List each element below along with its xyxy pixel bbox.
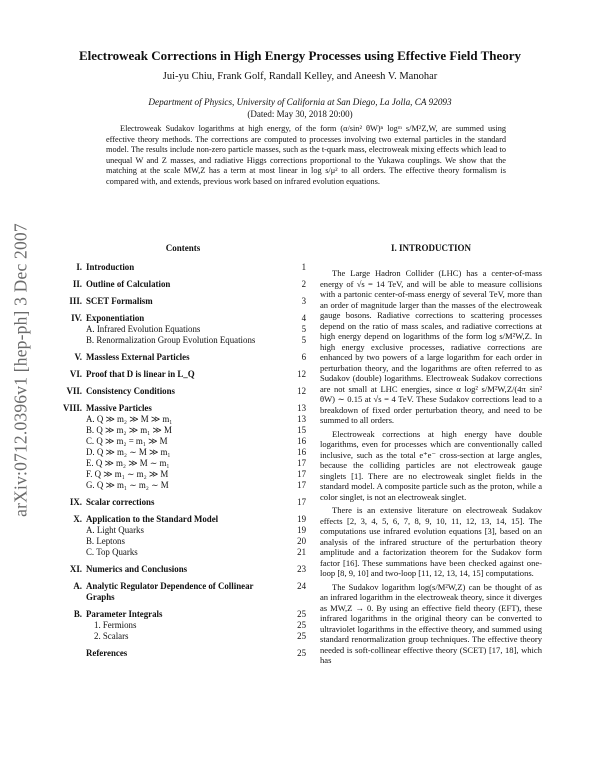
toc-subsection-title: C. Top Quarks <box>86 547 138 557</box>
toc-subsection[interactable] <box>60 425 306 436</box>
toc-section-number: III. <box>69 296 82 306</box>
toc-section[interactable] <box>60 296 306 307</box>
toc-page-number: 2 <box>301 279 306 289</box>
toc-subsection-title: A. Infrared Evolution Equations <box>86 324 201 334</box>
toc-section[interactable] <box>60 403 306 414</box>
toc-section-number: V. <box>74 352 82 362</box>
toc-page-number: 4 <box>301 313 306 323</box>
toc-page-number: 15 <box>297 425 306 435</box>
toc-section[interactable] <box>60 497 306 508</box>
toc-section[interactable] <box>60 352 306 363</box>
introduction-body <box>320 268 542 669</box>
toc-section-title: Exponentiation <box>86 313 145 323</box>
toc-subsection[interactable] <box>60 620 306 631</box>
toc-subsection-title: E. Q ≫ m₂ ≫ M ∼ m₁ <box>86 458 170 468</box>
toc-page-number: 17 <box>297 469 306 479</box>
toc-subsection[interactable] <box>60 547 306 558</box>
toc-subsection-title: B. Renormalization Group Evolution Equations <box>86 335 256 345</box>
toc-section[interactable] <box>60 386 306 397</box>
toc-page-number: 21 <box>297 547 306 557</box>
toc-page-number: 20 <box>297 536 306 546</box>
toc-section-title: Analytic Regulator Dependence of Collinear Graphs <box>86 581 254 602</box>
contents-heading: Contents <box>165 243 201 253</box>
toc-section-number: IV. <box>71 313 82 323</box>
toc-subsection[interactable] <box>60 480 306 491</box>
toc-subsection-title: B. Leptons <box>86 536 125 546</box>
toc-page-number: 16 <box>297 447 306 457</box>
toc-subsection-title: G. Q ≫ m₁ ∼ m₂ ∼ M <box>86 480 169 490</box>
toc-section[interactable] <box>60 514 306 525</box>
toc-page-number: 25 <box>297 609 306 619</box>
introduction-paragraph: There is an extensive literature on electroweak Sudakov effects [2, 3, 4, 5, 6, 7, 8, 9, 10, 11, 12, 13, 14, 15]. The computations use infrared evolution equations [3], based on an analysis of the infrared structure of the perturbation theory amplitude and a factorization theorem for the Sudakov form factor [16]. These summations have been checked against one-loop [8, 9, 10] and two-loop [11, 12, 13, 14, 15] computations. <box>320 505 542 578</box>
introduction-paragraph: The Sudakov logarithm log(s/M²W,Z) can be thought of as an infrared logarithm in the electroweak theory, since it diverges as MW,Z → 0. By using an effective field theory (EFT), these infrared logarithms in the original theory can be converted to ultraviolet logarithms in the effective theory, and summed using standard renormalization group techniques. The effective theory needed is soft-collinear effective theory (SCET) [17, 18], which has <box>320 581 542 665</box>
toc-page-number: 1 <box>301 262 306 272</box>
toc-section[interactable] <box>60 564 306 575</box>
toc-section[interactable] <box>60 313 306 324</box>
toc-section-title: Scalar corrections <box>86 497 155 507</box>
toc-section-title: SCET Formalism <box>86 296 153 306</box>
toc-section-title: Massless External Particles <box>86 352 190 362</box>
introduction-heading: I. INTRODUCTION <box>390 243 471 253</box>
toc-subsection-title: 2. Scalars <box>94 631 129 641</box>
toc-subsection[interactable] <box>60 469 306 480</box>
toc-subsection-title: C. Q ≫ m₂ = m₁ ≫ M <box>86 436 168 446</box>
toc-subsection-title: F. Q ≫ m₁ ∼ m₂ ≫ M <box>86 469 169 479</box>
toc-section-number: B. <box>73 609 82 619</box>
arxiv-stamp <box>8 150 34 590</box>
toc-page-number: 12 <box>297 386 306 396</box>
toc-page-number: 5 <box>301 335 306 345</box>
toc-page-number: 19 <box>297 525 306 535</box>
toc-section[interactable] <box>60 369 306 380</box>
toc-section-title: Parameter Integrals <box>86 609 163 619</box>
toc-subsection[interactable] <box>60 324 306 335</box>
toc-section-number: VI. <box>69 369 82 379</box>
toc-section-number: I. <box>76 262 82 272</box>
toc-section[interactable] <box>60 581 306 603</box>
toc-page-number: 25 <box>297 620 306 630</box>
toc-subsection[interactable] <box>60 447 306 458</box>
toc-section[interactable] <box>60 279 306 290</box>
introduction-paragraph: The Large Hadron Collider (LHC) has a center-of-mass energy of √s = 14 TeV, and will be able to measure collisions with a partonic center-of-mass energy of several TeV, more than an order of magnitude larger than the masses of the electroweak gauge bosons. Radiative corrections to scattering processes depend on the ratio of mass scales, and radiative corrections at high energy depend on logarithms of the form log s/M²W,Z. In high energy exclusive processes, radiative corrections are enhanced by two powers of a large logarithm for each order in perturbation theory, and the logarithms are often referred to as Sudakov (double) logarithms. Electroweak Sudakov corrections are not small at LHC energies, since α log² s/M²W,Z/(4π sin² θW) ∼ 0.15 at √s = 4 TeV. These Sudakov corrections lead to a breakdown of fixed order perturbation theory, and need to be summed to all orders. <box>320 268 542 425</box>
toc-subsection-title: D. Q ≫ m₂ ∼ M ≫ m₁ <box>86 447 171 457</box>
toc-page-number: 6 <box>301 352 306 362</box>
toc-subsection[interactable] <box>60 631 306 642</box>
introduction-paragraph: Electroweak corrections at high energy have double logarithms, even for processes which are conventionally called inclusive, such as the total e⁺e⁻ cross-section at large angles, because the colliding particles are not electroweak gauge singlets [1]. There are no electroweak singlet fields in the standard model. A composite particle such as the proton, while a color singlet, is not an electroweak singlet. <box>320 428 542 502</box>
toc-page-number: 17 <box>297 458 306 468</box>
toc-page-number: 17 <box>297 497 306 507</box>
toc-subsection-title: A. Q ≫ m₂ ≫ M ≫ m₁ <box>86 414 173 424</box>
toc-page-number: 24 <box>297 581 306 591</box>
toc-page-number: 17 <box>297 480 306 490</box>
toc-page-number: 5 <box>301 324 306 334</box>
abstract: Electroweak Sudakov logarithms at high energy, of the form (α/sin² θW)ⁿ logᵐ s/M²Z,W, are summed using effective theory methods. The corrections are computed to processes involving two external particles in the standard model. The results include non-zero particle masses, such as the t-quark mass, electroweak mixing effects which lead to unequal W and Z masses, and radiative Higgs corrections proportional to the Yukawa couplings. We show that the matching at the scale MW,Z has a term at most linear in log s/μ² to all orders. The effective theory formalism is compared with, and extends, previous work based on infrared evolution equations. <box>106 124 506 186</box>
toc-page-number: 3 <box>301 296 306 306</box>
toc-subsection[interactable] <box>60 458 306 469</box>
toc-section-title: Consistency Conditions <box>86 386 176 396</box>
toc-section-number: A. <box>73 581 82 591</box>
toc-section-number: VIII. <box>63 403 82 413</box>
toc-page-number: 23 <box>297 564 306 574</box>
toc-page-number: 13 <box>297 414 306 424</box>
arxiv-identifier: arXiv:0712.0396v1 [hep-ph] 3 Dec 2007 <box>10 223 31 517</box>
toc-section-title: Application to the Standard Model <box>86 514 219 524</box>
paper-title: Electroweak Corrections in High Energy Processes using Effective Field Theory <box>78 48 522 63</box>
toc-section-number: X. <box>73 514 82 524</box>
table-of-contents <box>60 262 306 659</box>
toc-section-title: Massive Particles <box>86 403 152 413</box>
toc-page-number: 13 <box>297 403 306 413</box>
paper-date: (Dated: May 30, 2018 20:00) <box>247 109 353 119</box>
toc-page-number: 25 <box>297 631 306 641</box>
toc-subsection-title: A. Light Quarks <box>86 525 144 535</box>
toc-page-number: 12 <box>297 369 306 379</box>
toc-section-number: VII. <box>66 386 82 396</box>
toc-subsection[interactable] <box>60 414 306 425</box>
paper-affiliation: Department of Physics, University of California at San Diego, La Jolla, CA 92093 <box>148 97 452 107</box>
toc-section[interactable] <box>60 648 306 659</box>
toc-section-title: Introduction <box>86 262 135 272</box>
paper-authors: Jui-yu Chiu, Frank Golf, Randall Kelley, and Aneesh V. Manohar <box>162 71 438 82</box>
toc-section-title: Proof that D is linear in L_Q <box>86 369 195 379</box>
toc-page-number: 19 <box>297 514 306 524</box>
toc-subsection[interactable] <box>60 436 306 447</box>
toc-subsection[interactable] <box>60 536 306 547</box>
toc-section-number: II. <box>72 279 82 289</box>
toc-subsection[interactable] <box>60 335 306 346</box>
toc-page-number: 25 <box>297 648 306 658</box>
toc-section-title: Numerics and Conclusions <box>86 564 188 574</box>
toc-subsection[interactable] <box>60 525 306 536</box>
toc-section-number: IX. <box>69 497 82 507</box>
toc-subsection-title: B. Q ≫ m₂ ≫ m₁ ≫ M <box>86 425 172 435</box>
toc-section[interactable] <box>60 262 306 273</box>
toc-section-title: References <box>86 648 128 658</box>
toc-section-number: XI. <box>69 564 82 574</box>
toc-subsection-title: 1. Fermions <box>94 620 137 630</box>
toc-section-title: Outline of Calculation <box>86 279 171 289</box>
toc-section[interactable] <box>60 609 306 620</box>
toc-page-number: 16 <box>297 436 306 446</box>
